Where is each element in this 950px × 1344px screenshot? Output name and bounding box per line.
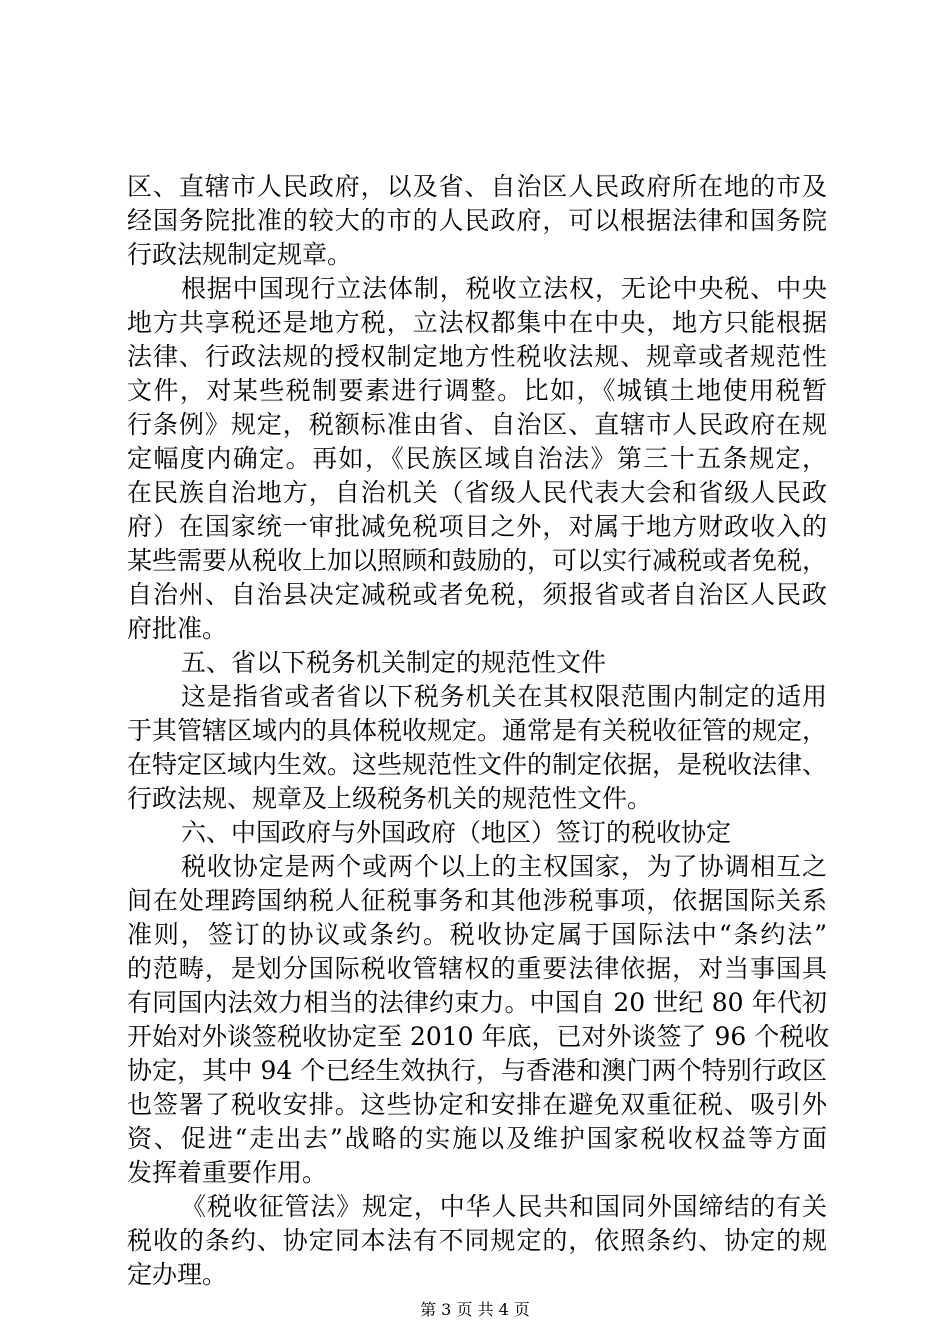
- text-line: 地方共享税还是地方税，立法权都集中在中央，地方只能根据: [127, 308, 827, 337]
- text-line: 区、直辖市人民政府，以及省、自治区人民政府所在地的市及: [127, 172, 827, 201]
- text-line: 发挥着重要作用。: [127, 1158, 328, 1187]
- section-heading: 六、中国政府与外国政府（地区）签订的税收协定: [181, 818, 732, 847]
- text-line: 准则，签订的协议或条约。税收协定属于国际法中“条约法”: [127, 920, 827, 949]
- text-line: 税收协定是两个或两个以上的主权国家，为了协调相互之: [181, 852, 827, 881]
- text-line: 协定，其中 94 个已经生效执行，与香港和澳门两个特别行政区: [127, 1056, 827, 1085]
- text-line: 资、促进“走出去”战略的实施以及维护国家税收权益等方面: [127, 1124, 827, 1153]
- text-line: 经国务院批准的较大的市的人民政府，可以根据法律和国务院: [127, 206, 827, 235]
- text-line: 行政法规、规章及上级税务机关的规范性文件。: [127, 784, 653, 813]
- text-line: 在特定区域内生效。这些规范性文件的制定依据，是税收法律、: [127, 750, 828, 779]
- text-line: 定办理。: [127, 1260, 228, 1289]
- text-line: 开始对外谈签税收协定至 2010 年底，已对外谈签了 96 个税收: [127, 1022, 830, 1051]
- text-line: 某些需要从税收上加以照顾和鼓励的，可以实行减税或者免税，: [127, 546, 828, 575]
- text-line: 文件，对某些税制要素进行调整。比如，《城镇土地使用税暂: [127, 376, 827, 405]
- text-line: 于其管辖区域内的具体税收规定。通常是有关税收征管的规定，: [127, 716, 828, 745]
- text-line: 定幅度内确定。再如，《民族区域自治法》第三十五条规定，: [127, 444, 827, 473]
- text-line: 自治州、自治县决定减税或者免税，须报省或者自治区人民政: [127, 580, 827, 609]
- text-line: 根据中国现行立法体制，税收立法权，无论中央税、中央: [181, 274, 827, 303]
- text-line: 在民族自治地方，自治机关（省级人民代表大会和省级人民政: [127, 478, 827, 507]
- text-line: 府）在国家统一审批减免税项目之外，对属于地方财政收入的: [127, 512, 827, 541]
- text-line: 《税收征管法》规定，中华人民共和国同外国缔结的有关: [181, 1192, 827, 1221]
- text-line: 法律、行政法规的授权制定地方性税收法规、规章或者规范性: [127, 342, 827, 371]
- text-line: 间在处理跨国纳税人征税事务和其他涉税事项，依据国际关系: [127, 886, 827, 915]
- text-line: 这是指省或者省以下税务机关在其权限范围内制定的适用: [181, 682, 827, 711]
- text-line: 有同国内法效力相当的法律约束力。中国自 20 世纪 80 年代初: [127, 988, 827, 1017]
- text-line: 府批准。: [127, 614, 228, 643]
- section-heading: 五、省以下税务机关制定的规范性文件: [181, 648, 607, 677]
- text-line: 行政法规制定规章。: [127, 240, 353, 269]
- text-line: 行条例》规定，税额标准由省、自治区、直辖市人民政府在规: [127, 410, 827, 439]
- page-footer: 第 3 页 共 4 页: [420, 1300, 530, 1319]
- text-line: 的范畴，是划分国际税收管辖权的重要法律依据，对当事国具: [127, 954, 827, 983]
- text-line: 税收的条约、协定同本法有不同规定的，依照条约、协定的规: [127, 1226, 827, 1255]
- text-line: 也签署了税收安排。这些协定和安排在避免双重征税、吸引外: [127, 1090, 827, 1119]
